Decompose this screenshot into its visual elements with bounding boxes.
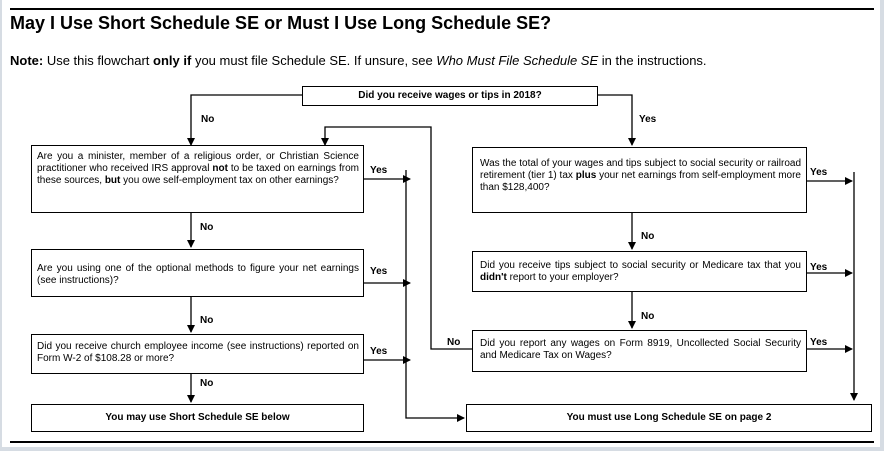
left-q2-yes-label: Yes xyxy=(370,266,388,277)
top-yes-label: Yes xyxy=(639,114,657,125)
left-bus-connector xyxy=(406,170,464,418)
short-schedule-result: You may use Short Schedule SE below xyxy=(105,412,290,423)
top-yes-connector xyxy=(597,95,632,145)
note-part2: you must file Schedule SE. If unsure, see xyxy=(191,53,437,68)
right-q2-text: Did you receive tips subject to social security or Medicare tax that you didn't report to your employer? xyxy=(480,260,801,283)
right-q3-yes-label: Yes xyxy=(810,337,828,348)
right-q2-no-label: No xyxy=(641,311,655,322)
right-q3-text: Did you report any wages on Form 8919, Uncollected Social Security and Medicare Tax on Wages? xyxy=(480,338,801,361)
long-schedule-result: You must use Long Schedule SE on page 2 xyxy=(566,412,772,423)
left-q2-no-label: No xyxy=(200,315,214,326)
left-q2-text: Are you using one of the optional methods to figure your net earnings (see instructions)? xyxy=(37,263,359,286)
right-q3-no-label: No xyxy=(447,337,461,348)
flowchart-page xyxy=(2,0,880,447)
right-q1-text: Was the total of your wages and tips subject to social security or railroad retirement (tier 1) tax plus your net earnings from self-employment more than $128,400? xyxy=(480,158,801,193)
left-q3-text: Did you receive church employee income (see instructions) reported on Form W-2 of $108.28 or more? xyxy=(37,341,359,364)
flow-connectors xyxy=(2,0,880,447)
right-q1-yes-label: Yes xyxy=(810,167,828,178)
note-emphasis: only if xyxy=(153,53,192,68)
page-title: May I Use Short Schedule SE or Must I Use Long Schedule SE? xyxy=(10,13,552,33)
left-q3-yes-label: Yes xyxy=(370,346,388,357)
bottom-rule xyxy=(10,441,874,443)
note-ref: Who Must File Schedule SE xyxy=(436,53,599,68)
right-q1-no-label: No xyxy=(641,231,655,242)
top-no-label: No xyxy=(201,114,215,125)
note-label: Note: xyxy=(10,53,44,68)
left-q1-yes-label: Yes xyxy=(370,165,388,176)
left-q3-no-label: No xyxy=(200,378,214,389)
top-question: Did you receive wages or tips in 2018? xyxy=(358,90,542,101)
left-q1-text: Are you a minister, member of a religious order, or Christian Science practitioner who received IRS approval not to be taxed on earnings from these sources, but you owe self-employment tax on other earnings? xyxy=(37,151,360,186)
right-q2-yes-label: Yes xyxy=(810,262,828,273)
left-q1-no-label: No xyxy=(200,222,214,233)
note-part3: in the instructions. xyxy=(598,53,707,68)
note-part1: Use this flowchart xyxy=(43,53,154,68)
